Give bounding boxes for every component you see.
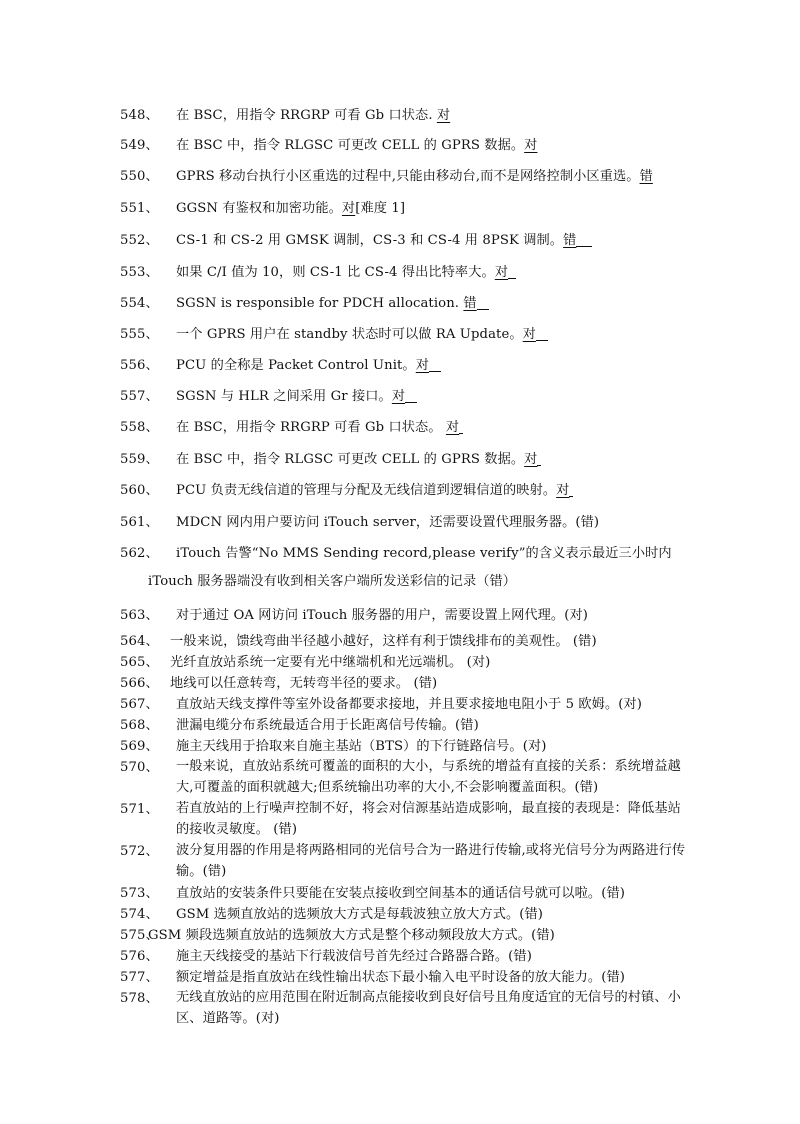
item-number: 568、	[120, 718, 159, 733]
item-text: 一般来说，馈线弯曲半径越小越好，这样有利于馈线排布的美观性。 (错)	[170, 634, 597, 649]
item-text	[176, 292, 686, 311]
item-number: 575、	[120, 928, 159, 943]
answer-underline	[536, 339, 548, 341]
question-text: 在 BSC 中，指令 RLGSC 可更改 CELL 的 GPRS 数据。	[176, 452, 525, 467]
item-text: GSM 选频直放站的选频放大方式是每载波独立放大方式。(错)	[176, 907, 544, 922]
item-number: 577、	[120, 970, 159, 985]
answer-mark: 对	[494, 265, 509, 280]
question-text: SGSN 与 HLR 之间采用 Gr 接口。	[176, 389, 392, 404]
item-text: iTouch 告警“No MMS Sending record,please verify”的含义表示最近三小时内	[176, 546, 672, 561]
item-number: 558、	[120, 420, 159, 435]
item-number: 553、	[120, 265, 159, 280]
item-text	[176, 479, 686, 498]
answer-mark: 对	[341, 201, 356, 216]
item-number: 554、	[120, 296, 159, 311]
item-text: 直放站的安装条件只要能在安装点接收到空间基本的通话信号就可以啦。(错)	[176, 886, 625, 901]
item-text: 对于通过 OA 网访问 iTouch 服务器的用户，需要设置上网代理。(对)	[176, 608, 588, 623]
item-text: MDCN 网内用户要访问 iTouch server，还需要设置代理服务器。(错)	[176, 515, 600, 530]
item-text	[176, 385, 686, 404]
question-text: 在 BSC 中，指令 RLGSC 可更改 CELL 的 GPRS 数据。	[176, 138, 525, 153]
question-text: GGSN 有鉴权和加密功能。	[176, 201, 342, 216]
item-text: 施主天线接受的基站下行载波信号首先经过合路器合路。(错)	[176, 949, 532, 964]
item-number: 573、	[120, 886, 159, 901]
answer-mark: 对	[524, 138, 538, 153]
difficulty-note: [难度 1]	[355, 201, 406, 216]
answer-underline	[569, 495, 573, 497]
item-text	[176, 104, 686, 123]
item-text	[176, 448, 686, 467]
item-text: 施主天线用于拾取来自施主基站（BTS）的下行链路信号。(对)	[176, 739, 547, 754]
item-number: 549、	[120, 138, 159, 153]
question-text: 在 BSC，用指令 RRGRP 可看 Gb 口状态.	[176, 108, 437, 123]
item-text	[176, 261, 686, 280]
item-number: 572、	[120, 844, 159, 859]
item-text	[176, 323, 686, 342]
item-text	[176, 229, 686, 248]
item-number: 567、	[120, 697, 159, 712]
item-text: 泄漏电缆分布系统最适合用于长距离信号传输。(错)	[176, 718, 479, 733]
item-number: 562、	[120, 546, 159, 561]
item-number: 574、	[120, 907, 159, 922]
item-text: 一般来说，直放站系统可覆盖的面积的大小，与系统的增益有直接的关系：系统增益越大,可覆盖的面积就越大;但系统输出功率的大小,不会影响覆盖面积。(错)	[176, 759, 681, 795]
answer-mark: 对	[556, 483, 570, 498]
answer-mark: 对	[522, 327, 536, 342]
answer-mark: 错	[463, 296, 477, 311]
item-text	[176, 354, 686, 373]
item-number: 559、	[120, 452, 159, 467]
item-number: 551、	[120, 201, 159, 216]
answer-underline	[429, 370, 441, 372]
item-number: 560、	[120, 483, 159, 498]
item-text: 无线直放站的应用范围在附近制高点能接收到良好信号且角度适宜的无信号的村镇、小区、道路等。(对)	[176, 990, 681, 1026]
item-number: 550、	[120, 169, 159, 184]
answer-mark: 对	[445, 420, 460, 435]
question-text: 在 BSC，用指令 RRGRP 可看 Gb 口状态。	[176, 420, 446, 435]
question-text: SGSN is responsible for PDCH allocation.	[176, 296, 464, 311]
question-text: PCU 的全称是 Packet Control Unit。	[176, 358, 416, 373]
item-number: 563、	[120, 608, 159, 623]
item-number: 561、	[120, 515, 159, 530]
item-number: 565、	[120, 655, 159, 670]
answer-mark: 对	[391, 389, 406, 404]
item-number: 571、	[120, 802, 159, 817]
item-number: 557、	[120, 389, 159, 404]
item-text	[176, 416, 686, 435]
answer-underline	[459, 432, 463, 434]
item-text	[176, 165, 686, 184]
item-number: 552、	[120, 233, 159, 248]
item-text	[176, 197, 686, 216]
answer-mark: 错	[639, 169, 653, 184]
question-text: 如果 C/I 值为 10，则 CS-1 比 CS-4 得出比特率大。	[176, 265, 495, 280]
item-text: 直放站天线支撑件等室外设备都要求接地，并且要求接地电阻小于 5 欧姆。(对)	[176, 697, 643, 712]
answer-underline	[477, 308, 489, 310]
answer-underline	[576, 245, 592, 247]
item-text: 波分复用器的作用是将两路相同的光信号合为一路进行传输,或将光信号分为两路进行传输。(错)	[176, 843, 686, 879]
answer-underline	[508, 277, 516, 279]
item-number: 569、	[120, 739, 159, 754]
item-text: 额定增益是指直放站在线性输出状态下最小输入电平时设备的放大能力。(错)	[176, 970, 625, 985]
item-text: 若直放站的上行噪声控制不好，将会对信源基站造成影响，最直接的表现是：降低基站的接收灵敏度。 (错)	[176, 801, 681, 837]
answer-mark: 对	[436, 108, 451, 123]
question-text: GPRS 移动台执行小区重选的过程中,只能由移动台,而不是网络控制小区重选。	[176, 169, 640, 184]
item-number: 566、	[120, 676, 159, 691]
answer-mark: 错	[563, 233, 577, 248]
answer-mark: 对	[524, 452, 538, 467]
item-text	[176, 134, 686, 153]
item-text-continuation: iTouch 服务器端没有收到相关客户端所发送彩信的记录（错）	[148, 574, 517, 589]
answer-underline	[537, 464, 541, 466]
item-number: 548、	[120, 108, 159, 123]
item-text: 光纤直放站系统一定要有光中继端机和光远端机。 (对)	[170, 655, 491, 670]
answer-mark: 对	[415, 358, 430, 373]
item-text: 地线可以任意转弯，无转弯半径的要求。 (错)	[170, 676, 438, 691]
question-text: PCU 负责无线信道的管理与分配及无线信道到逻辑信道的映射。	[176, 483, 557, 498]
item-number: 576、	[120, 949, 159, 964]
question-text: 一个 GPRS 用户在 standby 状态时可以做 RA Update。	[176, 327, 523, 342]
answer-underline	[405, 401, 417, 403]
item-number: 564、	[120, 634, 159, 649]
item-number: 570、	[120, 760, 159, 775]
item-number: 556、	[120, 358, 159, 373]
item-text: GSM 频段选频直放站的选频放大方式是整个移动频段放大方式。(错)	[148, 928, 555, 943]
question-text: CS-1 和 CS-2 用 GMSK 调制，CS-3 和 CS-4 用 8PSK 调制。	[176, 233, 564, 248]
item-number: 555、	[120, 327, 159, 342]
item-number: 578、	[120, 991, 159, 1006]
